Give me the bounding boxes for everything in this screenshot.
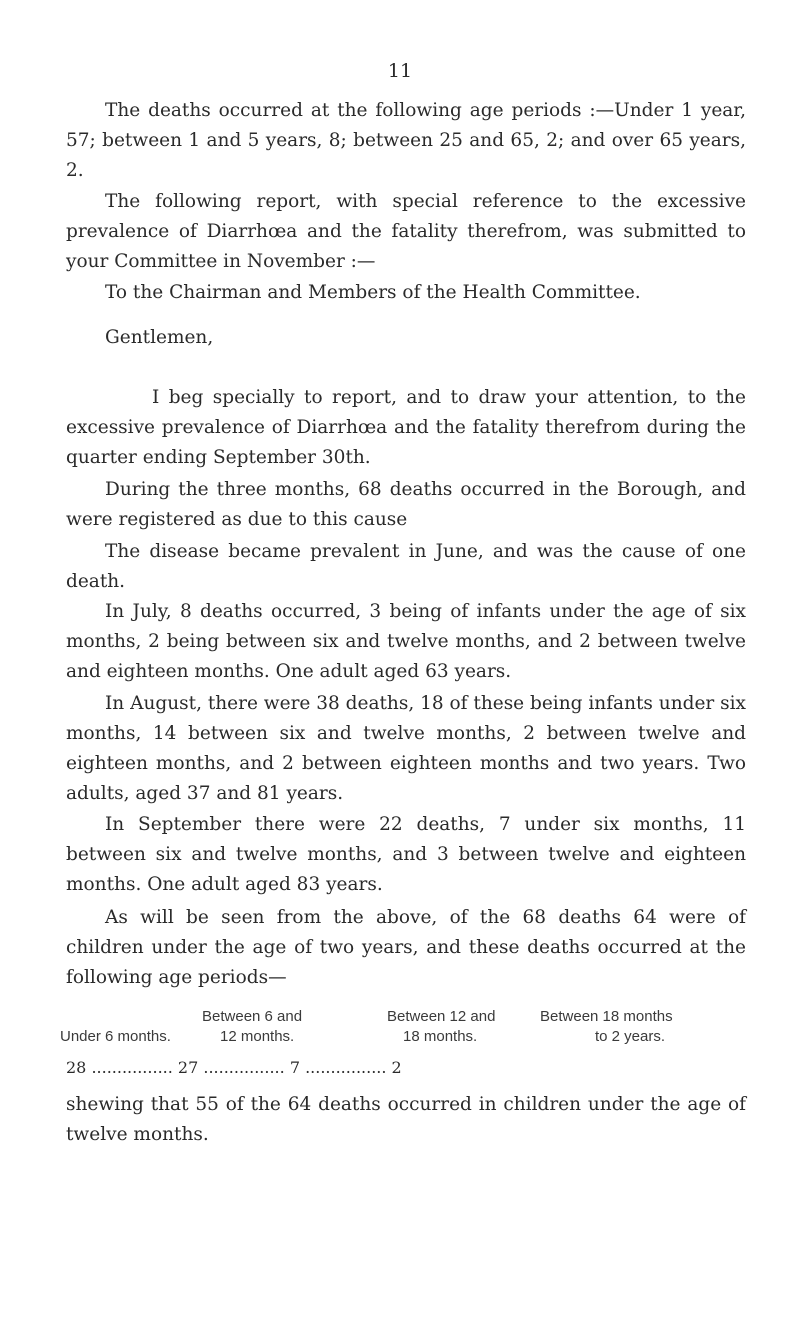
paragraph-three-months: During the three months, 68 deaths occurred in the Borough, and were registered as due to this cause [66, 479, 746, 530]
letter-salutation: Gentlemen, [105, 327, 214, 348]
page-number: 11 [387, 60, 413, 82]
paragraph-report-intro: The following report, with special reference to the excessive prevalence of Diarrhœa and the fatality therefrom, was submitted to your Committee in November :— [66, 191, 746, 272]
col4-header-line1: Between 18 months [540, 1008, 673, 1025]
col3-header-line1: Between 12 and [387, 1008, 496, 1025]
paragraph-age-periods: The deaths occurred at the following age periods :—Under 1 year, 57; between 1 and 5 years, 8; between 25 and 65, 2; and over 65 years, 2. [66, 100, 746, 181]
col2-header-line2: 12 months. [220, 1028, 295, 1045]
table-header-row-1 [60, 1008, 750, 1028]
paragraph-july: In July, 8 deaths occurred, 3 being of infants under the age of six months, 2 being between six and twelve months, and 2 between twelve and eighteen months. One adult aged 63 years. [66, 601, 746, 682]
table-values-row: 28 ................ 27 ................ 7 ................ 2 [66, 1058, 402, 1077]
col3-header-line2: 18 months. [403, 1028, 478, 1045]
col4-header-line2: to 2 years. [595, 1028, 666, 1045]
paragraph-summary: As will be seen from the above, of the 68 deaths 64 were of children under the age of two years, and these deaths occurred at the following age periods— [66, 907, 746, 988]
col1-header: Under 6 months. [60, 1028, 171, 1045]
paragraph-august: In August, there were 38 deaths, 18 of these being infants under six months, 14 between six and twelve months, 2 between twelve and eighteen months, and 2 between eighteen months and two years. Two adults, aged 37 and 81 years. [66, 693, 746, 804]
paragraph-june: The disease became prevalent in June, and was the cause of one death. [66, 541, 746, 592]
table-header-row-2 [60, 1028, 750, 1048]
col2-header-line1: Between 6 and [202, 1008, 303, 1025]
paragraph-report-statement: I beg specially to report, and to draw your attention, to the excessive prevalence of Diarrhœa and the fatality therefrom during the quarter ending September 30th. [66, 387, 746, 468]
letter-addressee: To the Chairman and Members of the Health Committee. [105, 282, 641, 303]
paragraph-september: In September there were 22 deaths, 7 under six months, 11 between six and twelve months, and 3 between twelve and eighteen months. One adult aged 83 years. [66, 814, 746, 895]
age-period-table [60, 1008, 750, 1048]
paragraph-conclusion: shewing that 55 of the 64 deaths occurred in children under the age of twelve months. [66, 1094, 746, 1145]
